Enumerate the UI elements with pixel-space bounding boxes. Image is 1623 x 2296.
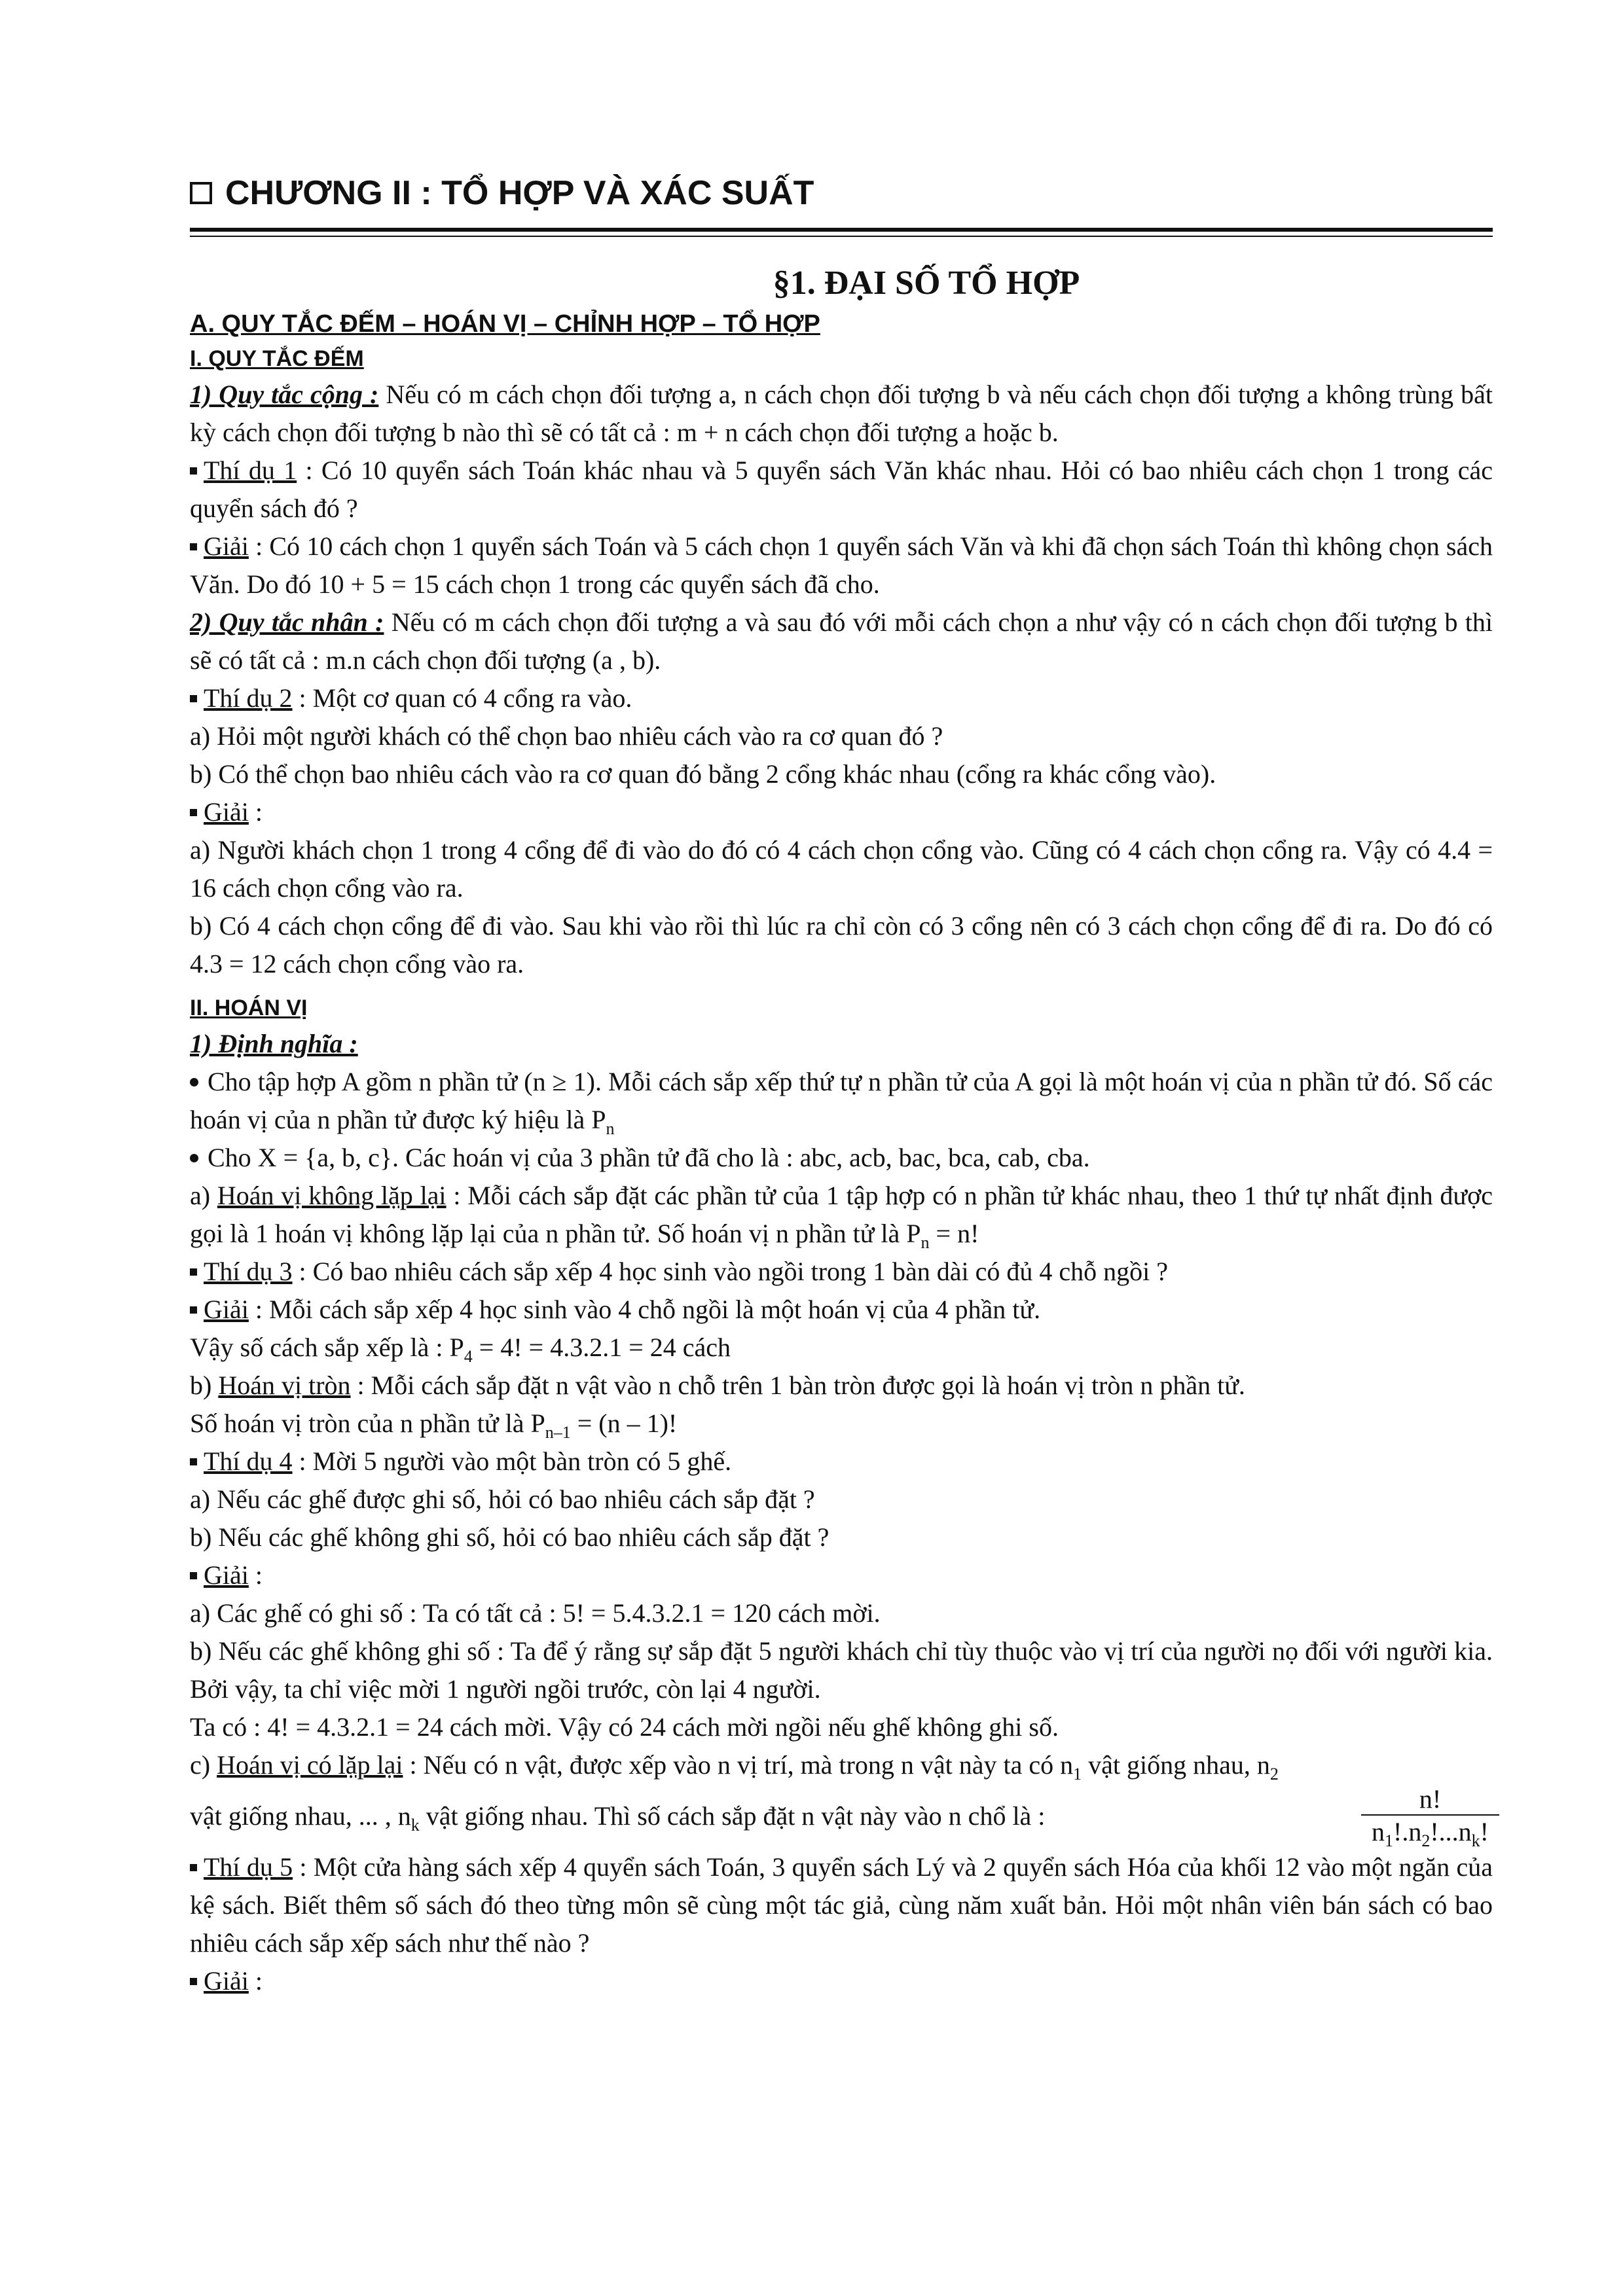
solution-2 — [190, 793, 1493, 831]
den-sub-1: 1 — [1385, 1831, 1394, 1850]
example-2-text: : Một cơ quan có 4 cổng ra vào. — [292, 683, 632, 713]
example-2-a: a) Hỏi một người khách có thể chọn bao nhiêu cách vào ra cơ quan đó ? — [190, 721, 943, 751]
divider-thin — [190, 236, 1493, 237]
definition-1-text: Cho tập hợp A gồm n phần tử (n ≥ 1). Mỗi cách sắp xếp thứ tự n phần tử của A gọi là một hoán vị của n phần tử đó. Số các hoán vị của n phần tử được ký hiệu là P — [190, 1067, 1493, 1134]
solution-3-line-2 — [190, 1329, 1493, 1367]
permutation-a-label: Hoán vị không lặp lại — [217, 1181, 447, 1210]
square-bullet-icon — [190, 1864, 197, 1871]
solution-3-line-2-a: Vậy số cách sắp xếp là : P — [190, 1333, 464, 1362]
divider-thick — [190, 228, 1493, 232]
square-bullet-icon — [190, 1306, 197, 1314]
fraction-denominator — [1368, 1816, 1493, 1848]
example-2 — [190, 679, 1493, 717]
example-1-text: : Có 10 quyển sách Toán khác nhau và 5 quyển sách Văn khác nhau. Hỏi có bao nhiêu cách chọn 1 trong các quyển sách đó ? — [190, 456, 1493, 523]
solution-4 — [190, 1556, 1493, 1594]
fraction-numerator: n! — [1361, 1784, 1499, 1816]
permutation-b-line-2-b: = (n – 1)! — [570, 1408, 678, 1438]
solution-2-colon: : — [248, 797, 263, 827]
den-sub-3: k — [1471, 1831, 1480, 1850]
rule-sum-label: 1) Quy tắc cộng : — [190, 380, 379, 409]
square-bullet-icon — [190, 1268, 197, 1276]
solution-2-label: Giải — [204, 797, 249, 827]
permutation-c — [190, 1746, 1493, 1784]
rule-sum-text: Nếu có m cách chọn đối tượng a, n cách chọn đối tượng b và nếu cách chọn đối tượng a không trùng bất kỳ cách chọn đối tượng b nào thì sẽ có tất cả : m + n cách chọn đối tượng a hoặc b. — [190, 380, 1493, 447]
part-1-heading: I. QUY TẮC ĐẾM — [190, 346, 364, 371]
example-1 — [190, 452, 1493, 528]
solution-3-label: Giải — [204, 1295, 249, 1324]
part-2-heading: II. HOÁN VỊ — [190, 996, 308, 1020]
chapter-heading — [190, 170, 1493, 216]
permutation-a-prefix: a) — [190, 1181, 217, 1210]
permutation-c-label: Hoán vị có lặp lại — [217, 1750, 403, 1780]
permutation-b-prefix: b) — [190, 1371, 219, 1400]
example-5-text: : Một cửa hàng sách xếp 4 quyển sách Toán, 3 quyển sách Lý và 2 quyển sách Hóa của khối 12 vào một ngăn của kệ sách. Biết thêm số sách đó theo từng môn sẽ cùng một tác giả, cùng năm xuất bản. Hỏi một nhân viên bán sách có bao nhiêu cách sắp xếp sách như thế nào ? — [190, 1852, 1493, 1958]
example-5-label: Thí dụ 5 — [204, 1852, 293, 1882]
solution-3 — [190, 1291, 1493, 1329]
permutation-a-text: : Mỗi cách sắp đặt các phần tử của 1 tập hợp có n phần tử khác nhau, theo 1 thứ tự nhất định được gọi là 1 hoán vị không lặp lại của n phần tử. Số hoán vị n phần tử là P — [190, 1181, 1493, 1248]
solution-5 — [190, 1962, 1493, 2000]
permutation-c-sub-1: 1 — [1073, 1765, 1082, 1784]
example-2-b: b) Có thể chọn bao nhiêu cách vào ra cơ quan đó bằng 2 cổng khác nhau (cổng ra khác cổng vào). — [190, 759, 1216, 789]
example-3-label: Thí dụ 3 — [204, 1257, 293, 1286]
permutation-b-line-2 — [190, 1405, 1493, 1443]
example-5 — [190, 1848, 1493, 1962]
permutation-b-text: : Mỗi cách sắp đặt n vật vào n chỗ trên 1 bàn tròn được gọi là hoán vị tròn n phần tử. — [350, 1371, 1245, 1400]
solution-4-a: a) Các ghế có ghi số : Ta có tất cả : 5! = 5.4.3.2.1 = 120 cách mời. — [190, 1598, 881, 1628]
solution-2-b: b) Có 4 cách chọn cổng để đi vào. Sau khi vào rồi thì lúc ra chỉ còn có 3 cổng nên có 3 cách chọn cổng để đi ra. Do đó có 4.3 = 12 cách chọn cổng vào ra. — [190, 911, 1493, 978]
solution-3-text: : Mỗi cách sắp xếp 4 học sinh vào 4 chỗ ngồi là một hoán vị của 4 phần tử. — [248, 1295, 1041, 1324]
rule-product-paragraph — [190, 603, 1493, 679]
example-4-b: b) Nếu các ghế không ghi số, hỏi có bao nhiêu cách sắp đặt ? — [190, 1522, 830, 1552]
solution-1 — [190, 528, 1493, 603]
solution-4-label: Giải — [204, 1560, 249, 1590]
example-3-text: : Có bao nhiêu cách sắp xếp 4 học sinh vào ngồi trong 1 bàn dài có đủ 4 chỗ ngồi ? — [292, 1257, 1169, 1286]
solution-5-label: Giải — [204, 1966, 249, 1996]
example-2-label: Thí dụ 2 — [204, 683, 293, 713]
square-bullet-icon — [190, 695, 197, 702]
permutation-c-line-2-b: vật giống nhau. Thì số cách sắp đặt n vật này vào n chổ là : — [419, 1801, 1046, 1831]
solution-4-colon: : — [248, 1560, 263, 1590]
permutation-b-sub: n–1 — [545, 1423, 571, 1442]
permutation-a-tail: = n! — [929, 1219, 979, 1248]
definition-label: 1) Định nghĩa : — [190, 1029, 358, 1058]
definition-1-sub: n — [606, 1119, 615, 1138]
den-part-3: !...n — [1430, 1817, 1472, 1846]
permutation-c-line-2 — [190, 1784, 1493, 1848]
den-part-2: !.n — [1393, 1817, 1422, 1846]
definition-label-line — [190, 1025, 1493, 1063]
solution-4-c: Ta có : 4! = 4.3.2.1 = 24 cách mời. Vậy có 24 cách mời ngồi nếu ghế không ghi số. — [190, 1712, 1059, 1742]
permutation-c-text-a: : Nếu có n vật, được xếp vào n vị trí, mà trong n vật này ta có n — [403, 1750, 1074, 1780]
permutation-a-sub: n — [921, 1233, 930, 1252]
permutation-c-line-2-text — [190, 1797, 1045, 1835]
round-bullet-icon — [190, 1078, 198, 1086]
square-bullet-icon — [190, 467, 197, 475]
permutation-c-line-2-a: vật giống nhau, ... , n — [190, 1801, 411, 1831]
permutation-b — [190, 1367, 1493, 1405]
den-part-4: ! — [1480, 1817, 1489, 1846]
multinomial-fraction — [1368, 1784, 1493, 1848]
example-4-text: : Mời 5 người vào một bàn tròn có 5 ghế. — [292, 1446, 732, 1476]
permutation-c-line-2-sub: k — [410, 1816, 420, 1835]
permutation-a — [190, 1177, 1493, 1253]
square-bullet-icon — [190, 809, 197, 816]
solution-3-sub: 4 — [464, 1347, 473, 1366]
definition-2 — [190, 1139, 1493, 1177]
definition-1 — [190, 1063, 1493, 1139]
den-part-1: n — [1372, 1817, 1385, 1846]
solution-2-a: a) Người khách chọn 1 trong 4 cổng để đi vào do đó có 4 cách chọn cổng vào. Cũng có 4 cách chọn cổng ra. Vậy có 4.4 = 16 cách chọn cổng vào ra. — [190, 835, 1493, 903]
example-3 — [190, 1253, 1493, 1291]
square-bullet-icon — [190, 543, 197, 550]
rule-product-text: Nếu có m cách chọn đối tượng a và sau đó với mỗi cách chọn a như vậy có n cách chọn đối tượng b thì sẽ có tất cả : m.n cách chọn đối tượng (a , b). — [190, 607, 1493, 675]
solution-3-line-2-b: = 4! = 4.3.2.1 = 24 cách — [472, 1333, 731, 1362]
solution-5-colon: : — [248, 1966, 263, 1996]
rule-product-label: 2) Quy tắc nhân : — [190, 607, 384, 637]
example-4 — [190, 1443, 1493, 1480]
solution-4-b: b) Nếu các ghế không ghi số : Ta để ý rằng sự sắp đặt 5 người khách chỉ tùy thuộc vào vị trí của người nọ đối với người kia. Bởi vậy, ta chỉ việc mời 1 người ngồi trước, còn lại 4 người. — [190, 1636, 1493, 1704]
checkbox-square-icon — [190, 182, 212, 204]
example-4-label: Thí dụ 4 — [204, 1446, 293, 1476]
example-1-label: Thí dụ 1 — [204, 456, 297, 485]
example-4-a: a) Nếu các ghế được ghi số, hỏi có bao nhiêu cách sắp đặt ? — [190, 1484, 815, 1514]
square-bullet-icon — [190, 1458, 197, 1465]
permutation-c-text-b: vật giống nhau, n — [1082, 1750, 1270, 1780]
definition-2-text: Cho X = {a, b, c}. Các hoán vị của 3 phần tử đã cho là : abc, acb, bac, bca, cab, cba. — [208, 1143, 1090, 1172]
square-bullet-icon — [190, 1978, 197, 1985]
rule-sum-paragraph — [190, 376, 1493, 452]
document-page — [190, 170, 1493, 2000]
den-sub-2: 2 — [1421, 1831, 1431, 1850]
permutation-b-line-2-a: Số hoán vị tròn của n phần tử là P — [190, 1408, 545, 1438]
permutation-c-sub-2: 2 — [1269, 1765, 1279, 1784]
square-bullet-icon — [190, 1572, 197, 1579]
part-a-heading: A. QUY TẮC ĐẾM – HOÁN VỊ – CHỈNH HỢP – TỔ HỢP — [190, 310, 820, 338]
solution-1-label: Giải — [204, 531, 249, 561]
round-bullet-icon — [190, 1154, 198, 1162]
permutation-c-prefix: c) — [190, 1750, 217, 1780]
chapter-title: CHƯƠNG II : TỔ HỢP VÀ XÁC SUẤT — [225, 174, 814, 212]
solution-1-text: : Có 10 cách chọn 1 quyển sách Toán và 5 cách chọn 1 quyển sách Văn và khi đã chọn sách Toán thì không chọn sách Văn. Do đó 10 + 5 = 15 cách chọn 1 trong các quyển sách đã cho. — [190, 531, 1493, 599]
permutation-b-label: Hoán vị tròn — [218, 1371, 351, 1400]
section-title: §1. ĐẠI SỐ TỔ HỢP — [773, 264, 1080, 302]
